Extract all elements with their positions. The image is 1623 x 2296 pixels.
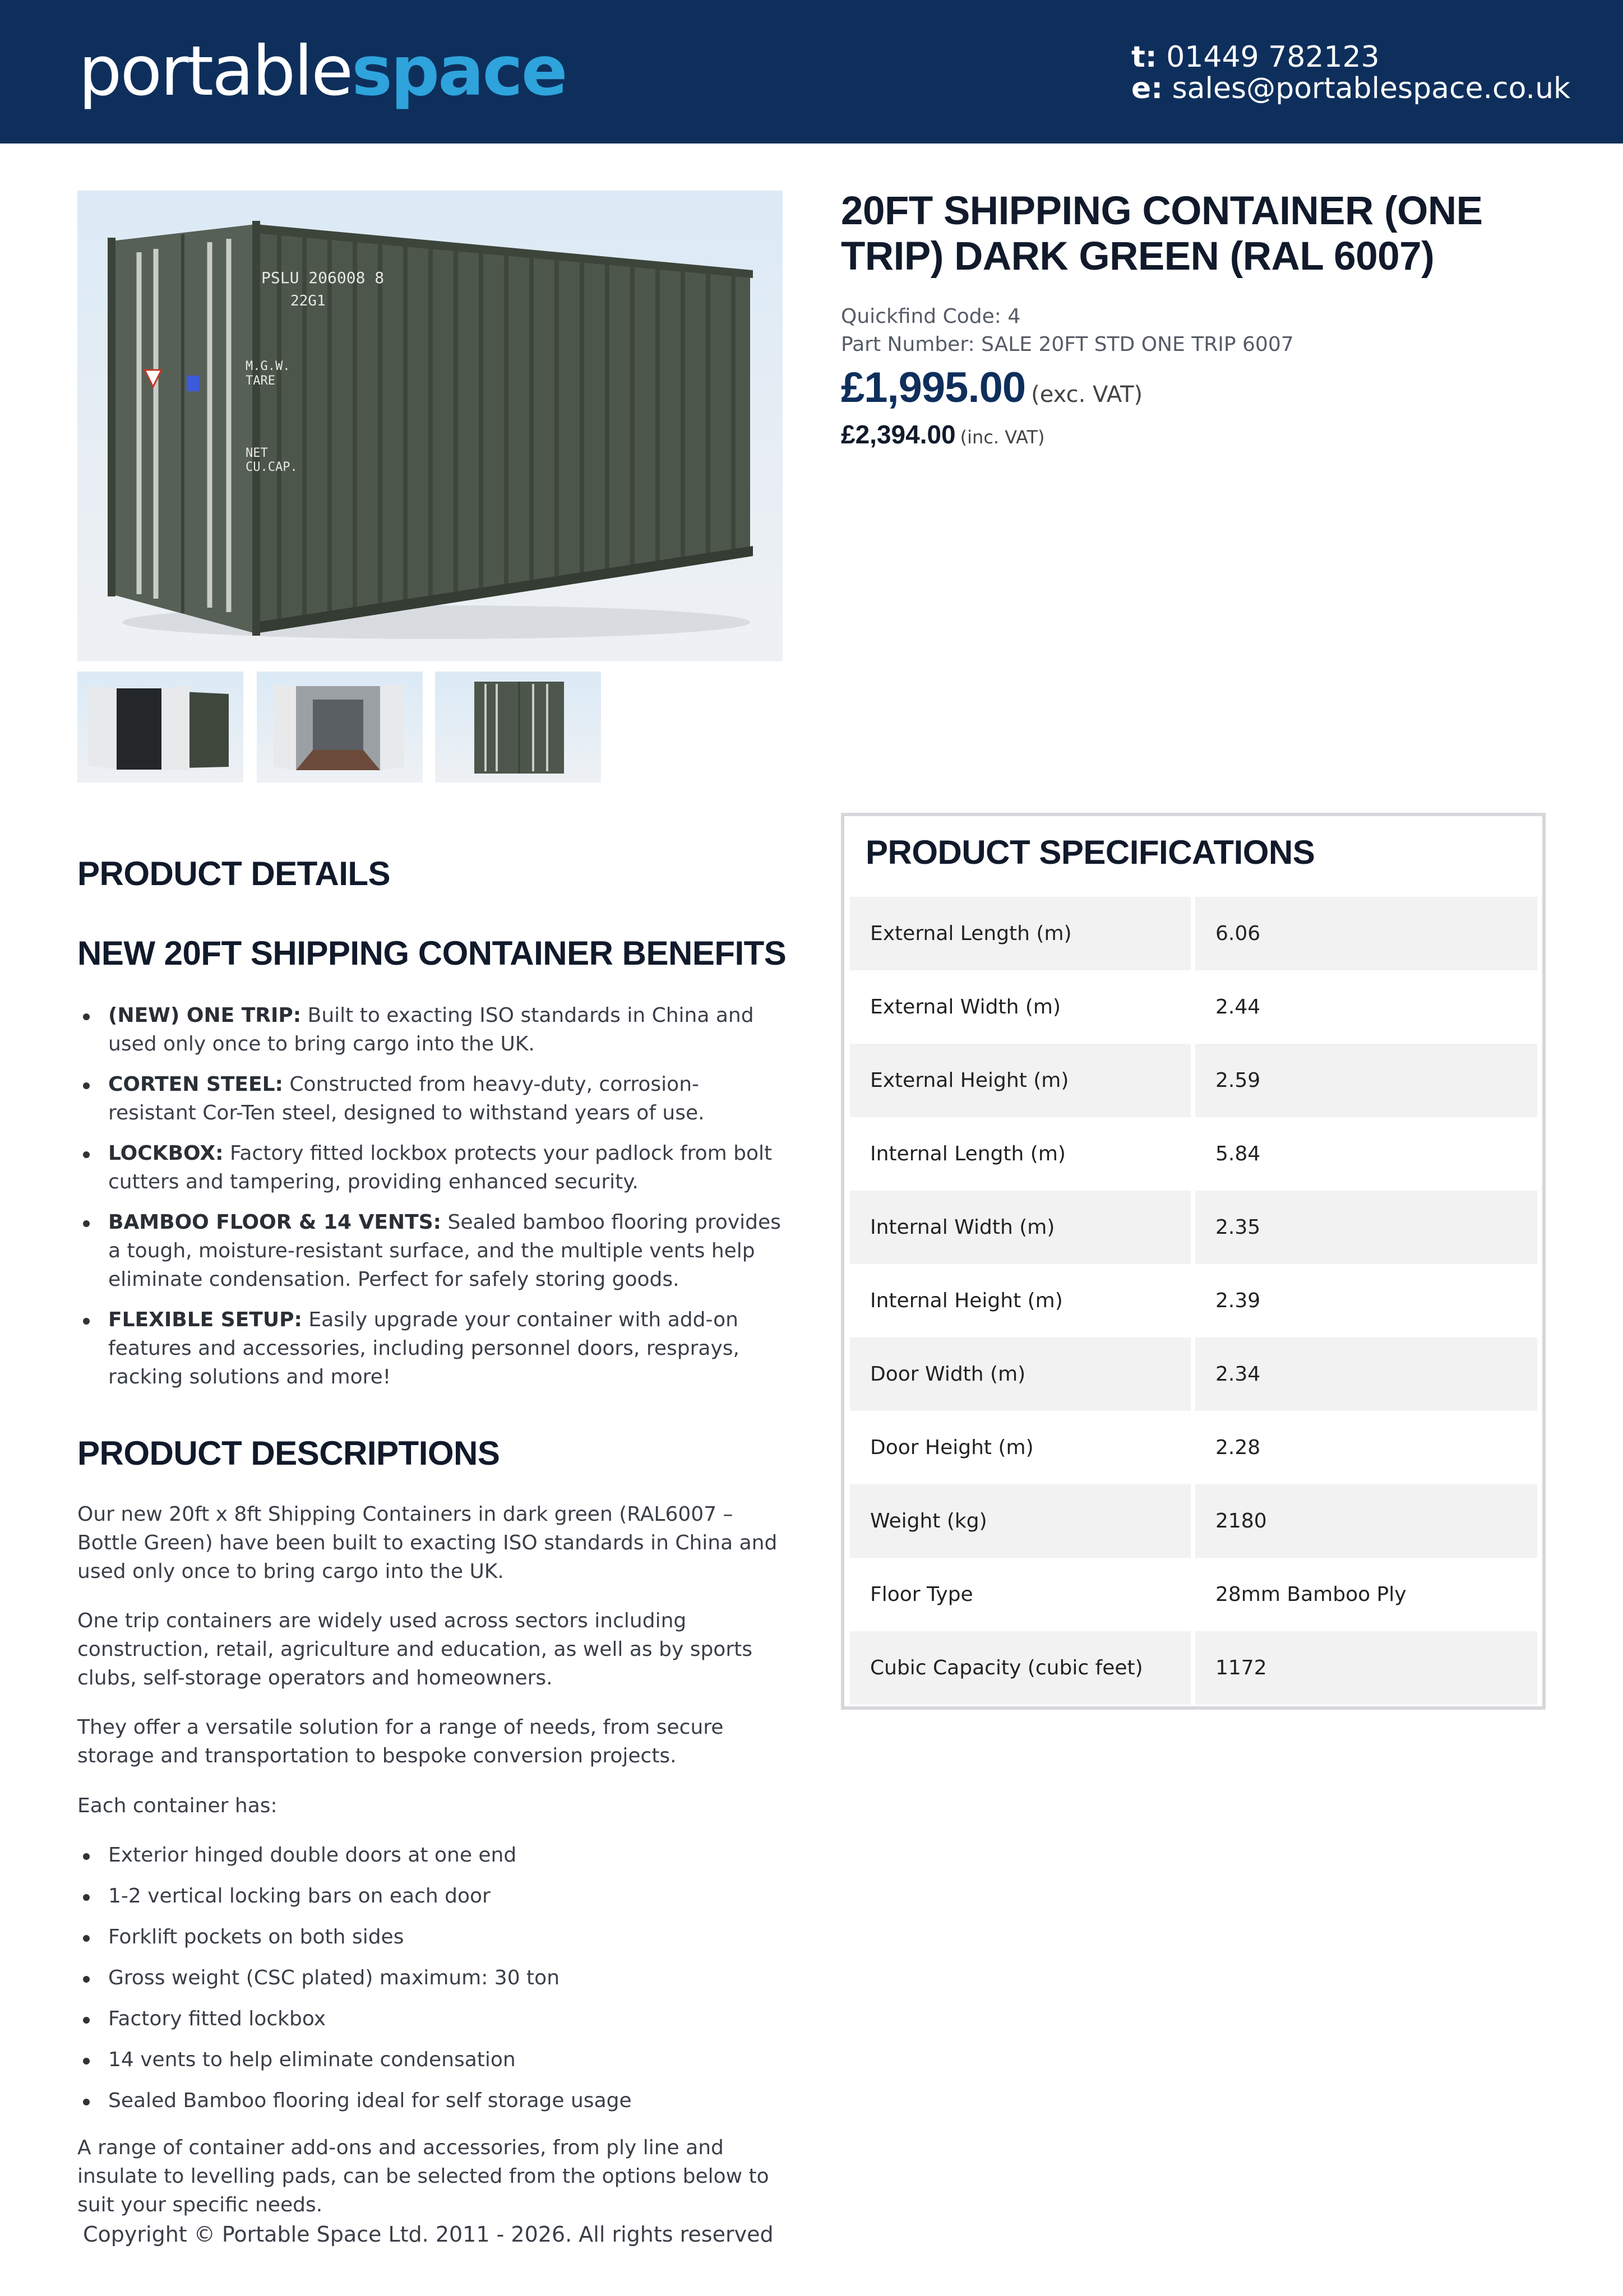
spec-value: 2.28	[1195, 1411, 1537, 1484]
list-item	[77, 1139, 785, 1196]
container-tare-marking: TARE	[246, 374, 275, 388]
list-item: Gross weight (CSC plated) maximum: 30 ton	[77, 1964, 785, 1992]
spec-value: 28mm Bamboo Ply	[1195, 1558, 1537, 1631]
list-item: Forklift pockets on both sides	[77, 1923, 785, 1951]
spec-value: 2.44	[1195, 970, 1537, 1044]
table-row	[850, 1558, 1537, 1631]
list-item	[77, 1070, 785, 1127]
part-number: Part Number: SALE 20FT STD ONE TRIP 6007	[841, 333, 1294, 356]
description-paragraph-1: Our new 20ft x 8ft Shipping Containers in dark green (RAL6007 – Bottle Green) have been built to exacting ISO standards in China and used only once to bring cargo into the UK.	[77, 1503, 778, 1583]
product-main-image[interactable]	[77, 191, 783, 661]
list-item: 14 vents to help eliminate condensation	[77, 2045, 785, 2074]
portablespace-logo[interactable]	[78, 31, 566, 111]
benefit-text: Sealed bamboo flooring provides a tough, moisture-resistant surface, and the multiple vents help eliminate condensation. Perfect for safely storing goods.	[108, 1211, 781, 1291]
spec-label: Cubic Capacity (cubic feet)	[850, 1631, 1191, 1705]
spec-value: 2.39	[1195, 1264, 1537, 1337]
list-item	[77, 1208, 785, 1294]
phone-line	[1131, 41, 1570, 73]
price-exc-vat: £1,995.00	[841, 364, 1026, 411]
product-descriptions-heading: PRODUCT DESCRIPTIONS	[77, 1434, 500, 1472]
container-mgw-marking: M.G.W.	[246, 359, 290, 373]
table-row	[850, 970, 1537, 1044]
benefit-label: (NEW) ONE TRIP:	[108, 1004, 302, 1027]
description-paragraph-3: They offer a versatile solution for a range of needs, from secure storage and transportation to bespoke conversion projects.	[77, 1716, 724, 1767]
list-item	[77, 1001, 785, 1058]
product-details-heading: PRODUCT DETAILS	[77, 855, 391, 892]
table-row	[850, 897, 1537, 970]
description-paragraph-2: One trip containers are widely used across sectors including construction, retail, agriculture and education, as well as by sports clubs, self-storage operators and homeowners.	[77, 1609, 752, 1689]
table-row	[850, 1484, 1537, 1558]
spec-label: External Length (m)	[850, 897, 1191, 970]
container-type-marking: 22G1	[290, 293, 326, 309]
logo-text-portable: portable	[78, 31, 352, 111]
benefit-text: Constructed from heavy-duty, corrosion-resistant Cor-Ten steel, designed to withstand years of use.	[108, 1073, 705, 1124]
thumbnail-door-end[interactable]	[435, 672, 601, 783]
phone-label: t:	[1131, 40, 1157, 74]
container-illustration	[77, 191, 783, 661]
list-item	[77, 1306, 785, 1391]
quickfind-code: Quickfind Code: 4	[841, 305, 1021, 328]
table-row	[850, 1191, 1537, 1264]
list-item: Exterior hinged double doors at one end	[77, 1841, 785, 1869]
spec-label: Door Height (m)	[850, 1411, 1191, 1484]
thumb-interior-illustration	[257, 672, 423, 783]
spec-label: External Width (m)	[850, 970, 1191, 1044]
spec-label: Weight (kg)	[850, 1484, 1191, 1558]
phone-number[interactable]: 01449 782123	[1166, 40, 1380, 74]
list-item: Factory fitted lockbox	[77, 2005, 785, 2033]
specifications-heading: PRODUCT SPECIFICATIONS	[866, 834, 1315, 871]
spec-value: 2180	[1195, 1484, 1537, 1558]
thumb-open-doors-illustration	[77, 672, 243, 783]
spec-value: 2.59	[1195, 1044, 1537, 1117]
benefit-text: Easily upgrade your container with add-on features and accessories, including personnel doors, resprays, racking solutions and more!	[108, 1308, 739, 1388]
container-net-marking: NET	[246, 446, 268, 460]
spec-value: 5.84	[1195, 1117, 1537, 1191]
spec-value: 2.35	[1195, 1191, 1537, 1264]
site-header	[0, 0, 1623, 144]
table-row	[850, 1337, 1537, 1411]
benefit-label: FLEXIBLE SETUP:	[108, 1308, 302, 1331]
benefit-label: CORTEN STEEL:	[108, 1073, 283, 1096]
benefit-text: Factory fitted lockbox protects your padlock from bolt cutters and tampering, providing enhanced security.	[108, 1142, 773, 1193]
table-row	[850, 1044, 1537, 1117]
price-inc-vat: £2,394.00	[841, 420, 956, 449]
contact-info	[1131, 41, 1570, 104]
copyright-text: Copyright © Portable Space Ltd. 2011 - 2026. All rights reserved	[83, 2222, 774, 2247]
price-exc-vat-label: (exc. VAT)	[1031, 382, 1143, 408]
price-inc-vat-row	[841, 419, 1045, 450]
table-row	[850, 1264, 1537, 1337]
price-inc-vat-label: (inc. VAT)	[960, 427, 1045, 448]
email-label: e:	[1131, 72, 1163, 105]
table-row	[850, 1411, 1537, 1484]
spec-value: 1172	[1195, 1631, 1537, 1705]
container-id-marking: PSLU 206008 8	[261, 269, 385, 287]
email-line	[1131, 73, 1570, 104]
price-exc-vat-row	[841, 363, 1143, 412]
benefit-label: BAMBOO FLOOR & 14 VENTS:	[108, 1211, 442, 1234]
description-paragraph-5: A range of container add-ons and accessories, from ply line and insulate to levelling pads, can be selected from the options below to suit your specific needs.	[77, 2136, 769, 2216]
list-item: Sealed Bamboo flooring ideal for self storage usage	[77, 2086, 785, 2115]
specifications-panel	[841, 813, 1546, 1710]
spec-label: Internal Width (m)	[850, 1191, 1191, 1264]
description-paragraph-4: Each container has:	[77, 1794, 278, 1817]
spec-value: 2.34	[1195, 1337, 1537, 1411]
logo-text-space: space	[352, 31, 566, 111]
spec-label: Internal Height (m)	[850, 1264, 1191, 1337]
spec-label: Internal Length (m)	[850, 1117, 1191, 1191]
specifications-table	[850, 897, 1537, 1705]
benefits-heading: NEW 20FT SHIPPING CONTAINER BENEFITS	[77, 934, 787, 972]
thumbnail-open-doors[interactable]	[77, 672, 243, 783]
email-address[interactable]: sales@portablespace.co.uk	[1172, 72, 1571, 105]
spec-value: 6.06	[1195, 897, 1537, 970]
table-row	[850, 1117, 1537, 1191]
spec-label: Door Width (m)	[850, 1337, 1191, 1411]
table-row	[850, 1631, 1537, 1705]
spec-label: Floor Type	[850, 1558, 1191, 1631]
features-list	[77, 1841, 785, 2127]
benefit-label: LOCKBOX:	[108, 1142, 224, 1165]
spec-label: External Height (m)	[850, 1044, 1191, 1117]
list-item: 1-2 vertical locking bars on each door	[77, 1882, 785, 1910]
product-title: 20FT SHIPPING CONTAINER (ONE TRIP) DARK GREEN (RAL 6007)	[841, 189, 1483, 279]
thumbnail-interior[interactable]	[257, 672, 423, 783]
benefits-list	[77, 1001, 785, 1403]
benefit-text: Built to exacting ISO standards in China and used only once to bring cargo into the UK.	[108, 1004, 754, 1056]
container-cucap-marking: CU.CAP.	[246, 460, 298, 474]
thumb-door-end-illustration	[435, 672, 601, 783]
